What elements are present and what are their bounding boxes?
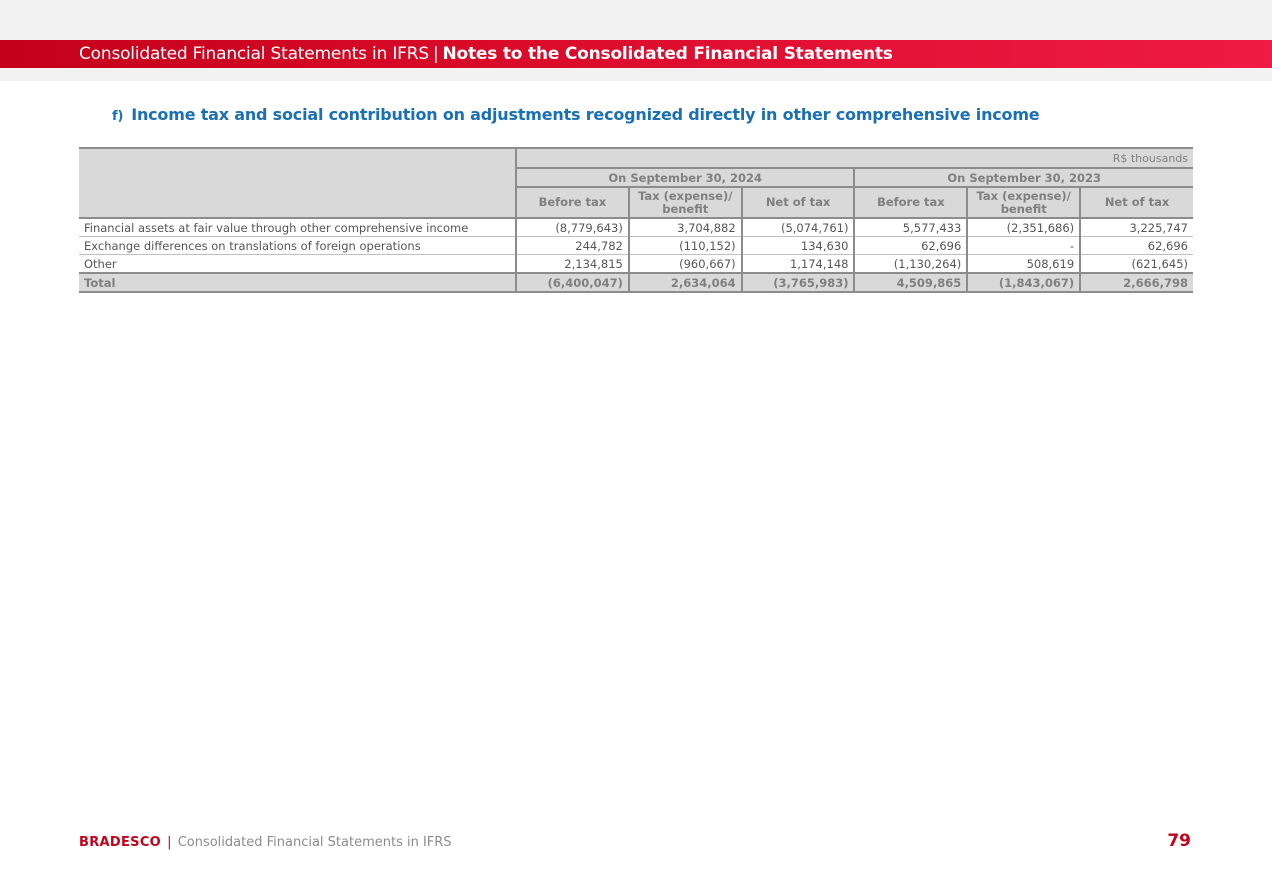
footer-separator: |: [167, 835, 172, 850]
cell-value: 3,225,747: [1080, 218, 1193, 237]
table-row: [79, 218, 1193, 237]
column-header: Before tax: [516, 187, 629, 218]
header-separator: |: [432, 44, 439, 64]
total-row: [79, 273, 1193, 292]
cell-value: 1,174,148: [742, 255, 855, 274]
section-title-text: Income tax and social contribution on adjustments recognized directly in other comprehensive income: [131, 105, 1040, 124]
period-header-2023: On September 30, 2023: [854, 168, 1193, 187]
top-margin: [0, 0, 1272, 40]
row-label: Exchange differences on translations of foreign operations: [79, 237, 516, 255]
total-value: (3,765,983): [742, 273, 855, 292]
total-value: (6,400,047): [516, 273, 629, 292]
section-letter: f): [112, 109, 124, 124]
column-header: Net of tax: [742, 187, 855, 218]
table-row: [79, 255, 1193, 274]
row-label: Financial assets at fair value through other comprehensive income: [79, 218, 516, 237]
cell-value: 5,577,433: [854, 218, 967, 237]
cell-value: (621,645): [1080, 255, 1193, 274]
total-label: Total: [79, 273, 516, 292]
cell-value: 508,619: [967, 255, 1080, 274]
footer-doc-title: Consolidated Financial Statements in IFRS: [177, 835, 452, 850]
total-value: 4,509,865: [854, 273, 967, 292]
header-title: [79, 40, 893, 68]
cell-value: 2,134,815: [516, 255, 629, 274]
cell-value: (960,667): [629, 255, 742, 274]
total-value: 2,634,064: [629, 273, 742, 292]
cell-value: (110,152): [629, 237, 742, 255]
page-number: 79: [1167, 831, 1191, 851]
cell-value: (2,351,686): [967, 218, 1080, 237]
row-label: Other: [79, 255, 516, 274]
total-value: (1,843,067): [967, 273, 1080, 292]
header-label-cell: [79, 148, 516, 218]
cell-value: 62,696: [1080, 237, 1193, 255]
column-header: Tax (expense)/ benefit: [629, 187, 742, 218]
header-doc-title: Consolidated Financial Statements in IFRS: [79, 44, 429, 64]
total-value: 2,666,798: [1080, 273, 1193, 292]
income-tax-oci-table: [79, 147, 1193, 293]
column-header: Tax (expense)/ benefit: [967, 187, 1080, 218]
cell-value: 62,696: [854, 237, 967, 255]
cell-value: (1,130,264): [854, 255, 967, 274]
cell-value: (8,779,643): [516, 218, 629, 237]
table-row: [79, 237, 1193, 255]
cell-value: 244,782: [516, 237, 629, 255]
column-header: Net of tax: [1080, 187, 1193, 218]
header-underline-band: [0, 68, 1272, 81]
cell-value: 134,630: [742, 237, 855, 255]
cell-value: -: [967, 237, 1080, 255]
period-header-2024: On September 30, 2024: [516, 168, 854, 187]
footer-brand: BRADESCO: [79, 835, 162, 850]
unit-row: [79, 148, 1193, 168]
footer: [79, 835, 452, 850]
cell-value: 3,704,882: [629, 218, 742, 237]
header-band: [0, 40, 1272, 68]
section-heading: [112, 105, 1039, 124]
header-section-title: Notes to the Consolidated Financial Statements: [442, 44, 893, 64]
column-header: Before tax: [854, 187, 967, 218]
unit-label: R$ thousands: [516, 148, 1193, 168]
cell-value: (5,074,761): [742, 218, 855, 237]
